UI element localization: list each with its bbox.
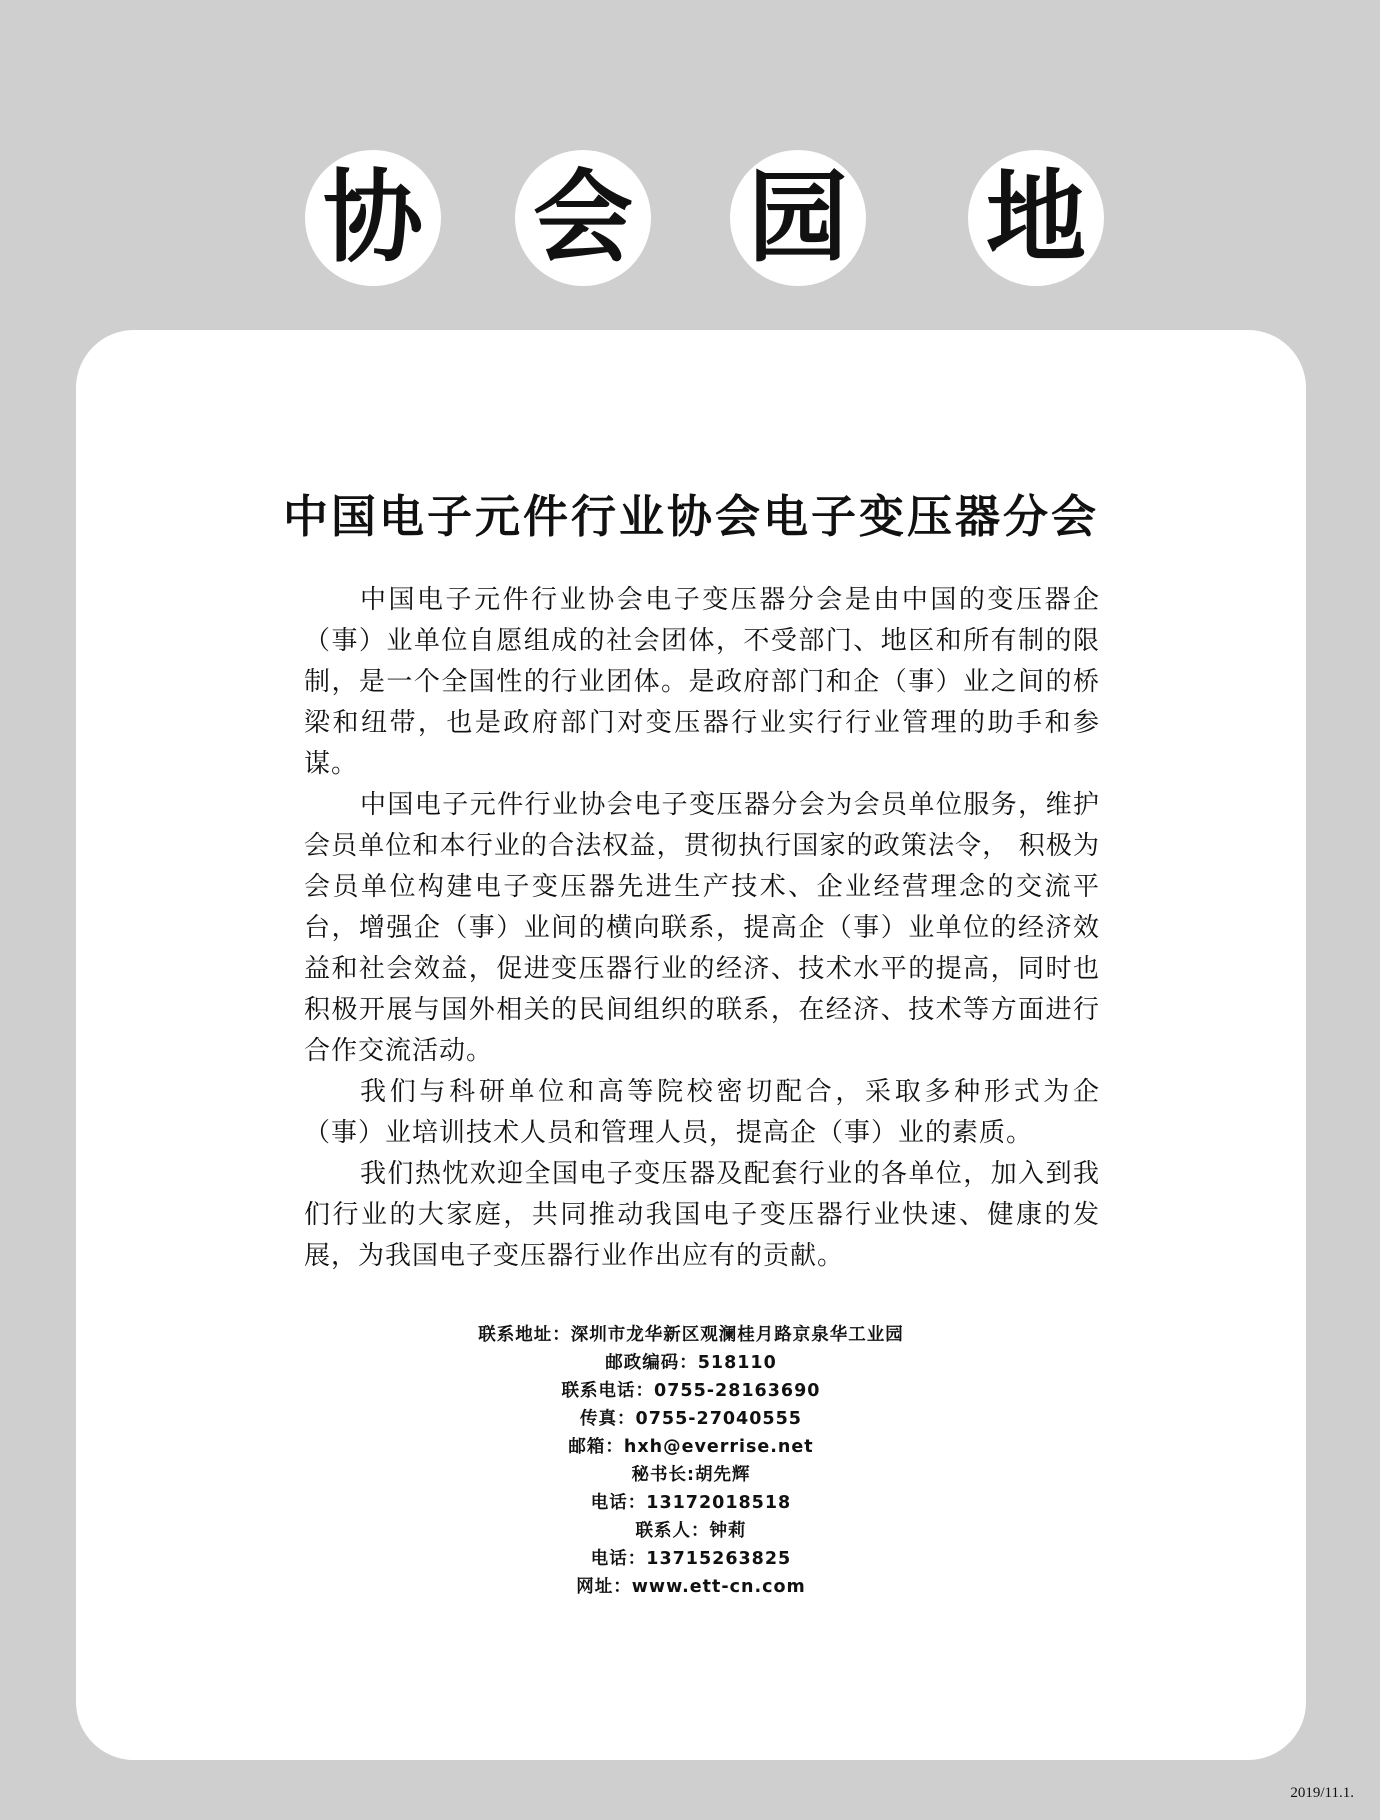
badge-char: 地	[986, 159, 1086, 276]
paragraph: 我们与科研单位和高等院校密切配合，采取多种形式为企（事）业培训技术人员和管理人员，提高企（事）业的素质。	[304, 1077, 1100, 1148]
contact-address: 联系地址：深圳市龙华新区观澜桂月路京泉华工业园	[478, 1325, 904, 1345]
header-banner	[0, 0, 1380, 300]
contact-block	[76, 1321, 1306, 1601]
contact-email: 邮箱：hxh@everrise.net	[568, 1437, 814, 1457]
contact-website: 网址：www.ett-cn.com	[576, 1577, 806, 1597]
contact-person-phone: 电话：13715263825	[590, 1549, 792, 1569]
badge-hui	[515, 150, 651, 286]
page-title: 中国电子元件行业协会电子变压器分会	[282, 490, 1099, 543]
paragraph: 中国电子元件行业协会电子变压器分会是由中国的变压器企（事）业单位自愿组成的社会团体，不受部门、地区和所有制的限制，是一个全国性的行业团体。是政府部门和企（事）业之间的桥梁和纽带，也是政府部门对变压器行业实行行业管理的助手和参谋。	[304, 585, 1100, 779]
contact-postcode: 邮政编码：518110	[605, 1353, 777, 1373]
contact-secretary: 秘书长:胡先辉	[631, 1465, 751, 1485]
paragraph: 中国电子元件行业协会电子变压器分会为会员单位服务，维护会员单位和本行业的合法权益，贯彻执行国家的政策法令， 积极为会员单位构建电子变压器先进生产技术、企业经营理念的交流平台，增强企（事）业间的横向联系，提高企（事）业单位的经济效益和社会效益，促进变压器行业的经济、技术水平的提高，同时也积极开展与国外相关的民间组织的联系，在经济、技术等方面进行合作交流活动。	[304, 790, 1100, 1066]
badge-char: 协	[323, 159, 423, 276]
contact-fax: 传真：0755-27040555	[580, 1409, 802, 1429]
badge-xie	[305, 150, 441, 286]
contact-secretary-phone: 电话：13172018518	[590, 1493, 792, 1513]
badge-yuan	[730, 150, 866, 286]
contact-phone: 联系电话：0755-28163690	[561, 1381, 821, 1401]
badge-char: 会	[533, 159, 633, 276]
issue-date: 2019/11.1.	[1290, 1785, 1354, 1801]
content-card	[76, 330, 1306, 1760]
article-body	[304, 580, 1100, 1277]
paragraph: 我们热忱欢迎全国电子变压器及配套行业的各单位，加入到我们行业的大家庭，共同推动我国电子变压器行业快速、健康的发展，为我国电子变压器行业作出应有的贡献。	[304, 1159, 1100, 1271]
badge-char: 园	[748, 159, 848, 276]
badge-di	[968, 150, 1104, 286]
contact-person: 联系人：钟莉	[635, 1521, 747, 1541]
